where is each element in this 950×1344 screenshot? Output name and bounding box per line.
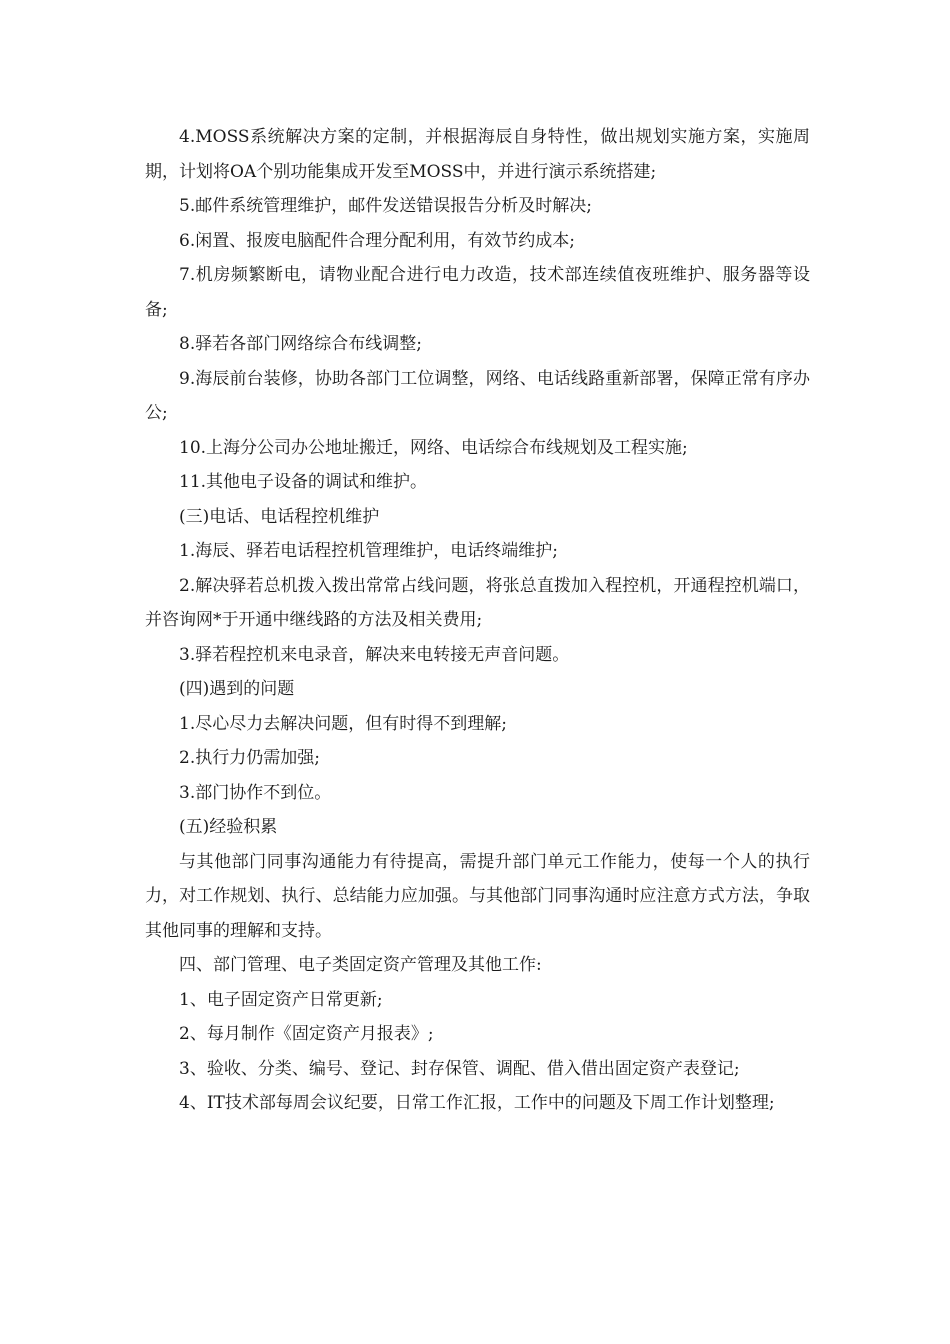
section-heading-management: 四、部门管理、电子类固定资产管理及其他工作:: [179, 955, 542, 975]
paragraph-idle-parts: 6.闲置、报废电脑配件合理分配利用，有效节约成本;: [179, 230, 575, 251]
paragraph-problem-1: 1.尽心尽力去解决问题，但有时得不到理解;: [179, 713, 507, 734]
paragraph-pbx-maintenance: 1.海辰、驿若电话程控机管理维护，电话终端维护;: [179, 541, 558, 561]
paragraph-moss-solution: 4.MOSS系统解决方案的定制，并根据海辰自身特性，做出规划实施方案，实施周期，计划将OA个别功能集成开发至MOSS中，并进行演示系统搭建;: [145, 127, 810, 182]
paragraph-shanghai-relocation: 10.上海分公司办公地址搬迁，网络、电话综合布线规划及工程实施;: [179, 437, 688, 458]
section-heading-phone: (三)电话、电话程控机维护: [179, 506, 380, 527]
paragraph-busy-line: 2.解决驿若总机拨入拨出常常占线问题，将张总直拨加入程控机，开通程控机端口，并咨询网*于开通中继线路的方法及相关费用;: [145, 575, 810, 630]
paragraph-problem-3: 3.部门协作不到位。: [179, 782, 332, 803]
paragraph-front-desk-renovation: 9.海辰前台装修，协助各部门工位调整，网络、电话线路重新部署，保障正常有序办公;: [145, 368, 810, 423]
paragraph-mail-system: 5.邮件系统管理维护，邮件发送错误报告分析及时解决;: [179, 196, 592, 216]
paragraph-problem-2: 2.执行力仍需加强;: [179, 748, 320, 768]
paragraph-call-recording: 3.驿若程控机来电录音，解决来电转接无声音问题。: [179, 644, 570, 665]
paragraph-weekly-minutes: 4、IT技术部每周会议纪要，日常工作汇报，工作中的问题及下周工作计划整理;: [179, 1093, 775, 1113]
paragraph-monthly-report: 2、每月制作《固定资产月报表》;: [179, 1024, 434, 1044]
document-body: [145, 120, 810, 1121]
section-heading-experience: (五)经验积累: [179, 817, 278, 837]
paragraph-asset-update: 1、电子固定资产日常更新;: [179, 989, 383, 1010]
paragraph-server-room-power: 7.机房频繁断电，请物业配合进行电力改造，技术部连续值夜班维护、服务器等设备;: [145, 265, 810, 320]
paragraph-other-devices: 11.其他电子设备的调试和维护。: [179, 472, 428, 492]
paragraph-experience: 与其他部门同事沟通能力有待提高，需提升部门单元工作能力，使每一个人的执行力，对工作规划、执行、总结能力应加强。与其他部门同事沟通时应注意方式方法，争取其他同事的理解和支持。: [145, 851, 810, 941]
section-heading-problems: (四)遇到的问题: [179, 679, 295, 699]
paragraph-asset-register: 3、验收、分类、编号、登记、封存保管、调配、借入借出固定资产表登记;: [179, 1058, 740, 1079]
paragraph-cabling-adjust: 8.驿若各部门网络综合布线调整;: [179, 334, 422, 354]
